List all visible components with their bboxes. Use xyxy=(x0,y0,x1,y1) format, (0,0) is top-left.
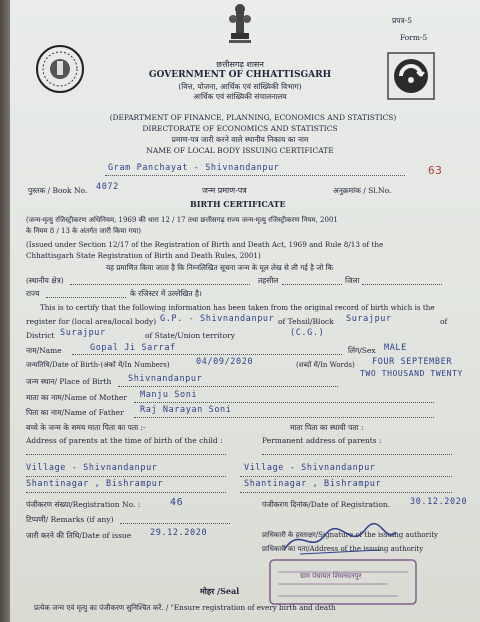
register-hi: के रजिस्टर में उल्लेखित है। xyxy=(130,289,202,298)
addr-perm-hi: माता पिता का स्थायी पता : xyxy=(290,423,364,432)
form-no-en: Form-5 xyxy=(400,33,428,42)
of-tehsil: of Tehsil/Block xyxy=(278,317,334,326)
local-body-value: G.P. - Shivnandanpur xyxy=(160,314,275,324)
dept-en: (DEPARTMENT OF FINANCE, PLANNING, ECONOMICS AND STATISTICS) xyxy=(109,113,397,122)
sex-label: लिंग/Sex xyxy=(348,346,376,355)
directorate-en: DIRECTORATE OF ECONOMICS AND STATISTICS xyxy=(142,124,338,133)
reg-date-label: पंजीकरण दिनांक/Date of Registration. xyxy=(262,500,391,509)
intro-hi-2: के नियम 8 / 13 के अंतर्गत जारी किया गया) xyxy=(26,227,141,235)
sex-value: MALE xyxy=(384,343,407,353)
tehsil-value: Surajpur xyxy=(346,314,392,324)
name-label: नाम/Name xyxy=(26,346,62,355)
district-value: Surajpur xyxy=(60,328,106,338)
intro-hi-3: यह प्रमाणित किया जाता है कि निम्नलिखित सूचना जन्म के मूल लेख से ली गई है जो कि xyxy=(106,263,334,272)
signature-icon xyxy=(280,520,400,560)
state-value: (C.G.) xyxy=(290,328,325,338)
reg-no-value: 46 xyxy=(170,497,184,508)
en-body-1: This is to certify that the following information has been taken from the original record of birth which is the xyxy=(40,303,435,312)
local-area-hi: (स्थानीय क्षेत्र) xyxy=(26,276,64,285)
words-label: (शब्दों में/In Words) xyxy=(296,361,355,369)
govt-hi: छत्तीसगढ़ शासन xyxy=(216,60,264,69)
dept-hi: (वित्त, योजना, आर्थिक एवं सांख्यिकी विभाग) xyxy=(178,82,302,91)
addr-perm-line1: Village - Shivnandanpur xyxy=(244,463,376,473)
addr-birth-line1: Village - Shivnandanpur xyxy=(26,463,158,473)
reg-no-label: पंजीकरण संख्या/Registration No. : xyxy=(26,500,141,509)
addr-perm-en: Permanent address of parents : xyxy=(262,436,382,445)
of-label: of xyxy=(440,317,448,326)
addr-birth-hi: बच्चे के जन्म के समय माता पिता का पता :- xyxy=(26,423,146,432)
district-hi: जिला xyxy=(345,276,360,285)
tehsil-hi: तहसील xyxy=(258,276,279,285)
addr-perm-line2: Shantinagar , Bishrampur xyxy=(244,479,382,489)
father-value: Raj Narayan Soni xyxy=(140,405,232,415)
seal-stamp-icon xyxy=(268,558,418,606)
issuer-hi: प्रमाण-पत्र जारी करने वाले स्थानीय निकाय का नाम xyxy=(171,135,309,144)
mother-value: Manju Soni xyxy=(140,390,198,400)
addr-birth-en: Address of parents at the time of birth of the child : xyxy=(26,436,223,445)
father-label: पिता का नाम/Name of Father xyxy=(26,408,124,417)
words-value-2: TWO THOUSAND TWENTY xyxy=(360,369,463,378)
issue-value: 29.12.2020 xyxy=(150,528,208,538)
reg-date-value: 30.12.2020 xyxy=(410,497,468,507)
govt-en: GOVERNMENT OF CHHATTISGARH xyxy=(148,70,332,80)
register-for: register for (local area/local body) xyxy=(26,317,157,326)
state-hi: राज्य xyxy=(26,289,40,298)
stamp-text: ग्राम पंचायत शिवनंदनपुर xyxy=(300,572,362,580)
place-value: Shivnandanpur xyxy=(128,374,203,384)
words-value-1: FOUR SEPTEMBER xyxy=(372,357,453,367)
dob-label: जन्मतिथि/Date of Birth-(अंकों में/In Numbers) xyxy=(26,361,170,369)
intro-hi-1: (जन्म-मृत्यु रजिस्ट्रीकरण अधिनियम, 1969 की धारा 12 / 17 तथा छत्तीसगढ़ राज्य जन्म-मृत्यु रजिस्ट्रीकरण नियम, 2001 xyxy=(26,216,338,224)
mother-label: माता का नाम/Name of Mother xyxy=(26,393,127,402)
authority-address-label: प्राधिकारी का पता/Address of the issuing authority xyxy=(262,545,424,553)
district-label: District xyxy=(26,331,55,340)
signature-label: प्राधिकारी के हस्ताक्षर/Signature of the issuing authority xyxy=(262,531,438,539)
addr-birth-line2: Shantinagar , Bishrampur xyxy=(26,479,164,489)
title-hi: जन्म प्रमाण-पत्र xyxy=(202,186,247,195)
intro-en-1: (Issued under Section 12/17 of the Registration of Birth and Death Act, 1969 and Rule 8/13 of the xyxy=(26,240,384,249)
issue-label: जारी करने की तिथि/Date of issue xyxy=(26,531,132,540)
dob-value: 04/09/2020 xyxy=(196,357,254,367)
name-value: Gopal Ji Sarraf xyxy=(90,343,176,353)
book-label: पुस्तक / Book No. xyxy=(28,186,88,195)
national-emblem-icon xyxy=(225,3,255,45)
book-value: 4072 xyxy=(96,182,119,192)
title-en: BIRTH CERTIFICATE xyxy=(190,199,286,209)
issuer-en: NAME OF LOCAL BODY ISSUING CERTIFICATE xyxy=(146,146,334,155)
place-label: जन्म स्थान/ Place of Birth xyxy=(26,377,112,386)
directorate-hi: आर्थिक एवं सांख्यिकी संचालनालय xyxy=(193,92,287,101)
issuer-value: Gram Panchayat - Shivnandanpur xyxy=(108,163,280,173)
serial-label: अनुक्रमांक / Sl.No. xyxy=(333,186,392,195)
footer-note: प्रत्येक जन्म एवं मृत्यु का पंजीकरण सुनिश्चित करें. / "Ensure registration of every birth and death xyxy=(34,603,336,612)
seal-label: मोहर /Seal xyxy=(200,586,240,596)
serial-handwritten: 63 xyxy=(428,164,443,177)
state-label: of State/Union territory xyxy=(145,331,235,340)
intro-en-2: Chhattisgarh State Registration of Birth and Death Rules, 2001) xyxy=(26,251,261,260)
remarks-label: टिप्पणी/ Remarks (if any) xyxy=(26,515,114,524)
form-no-hi: प्रपत्र-5 xyxy=(392,16,412,25)
